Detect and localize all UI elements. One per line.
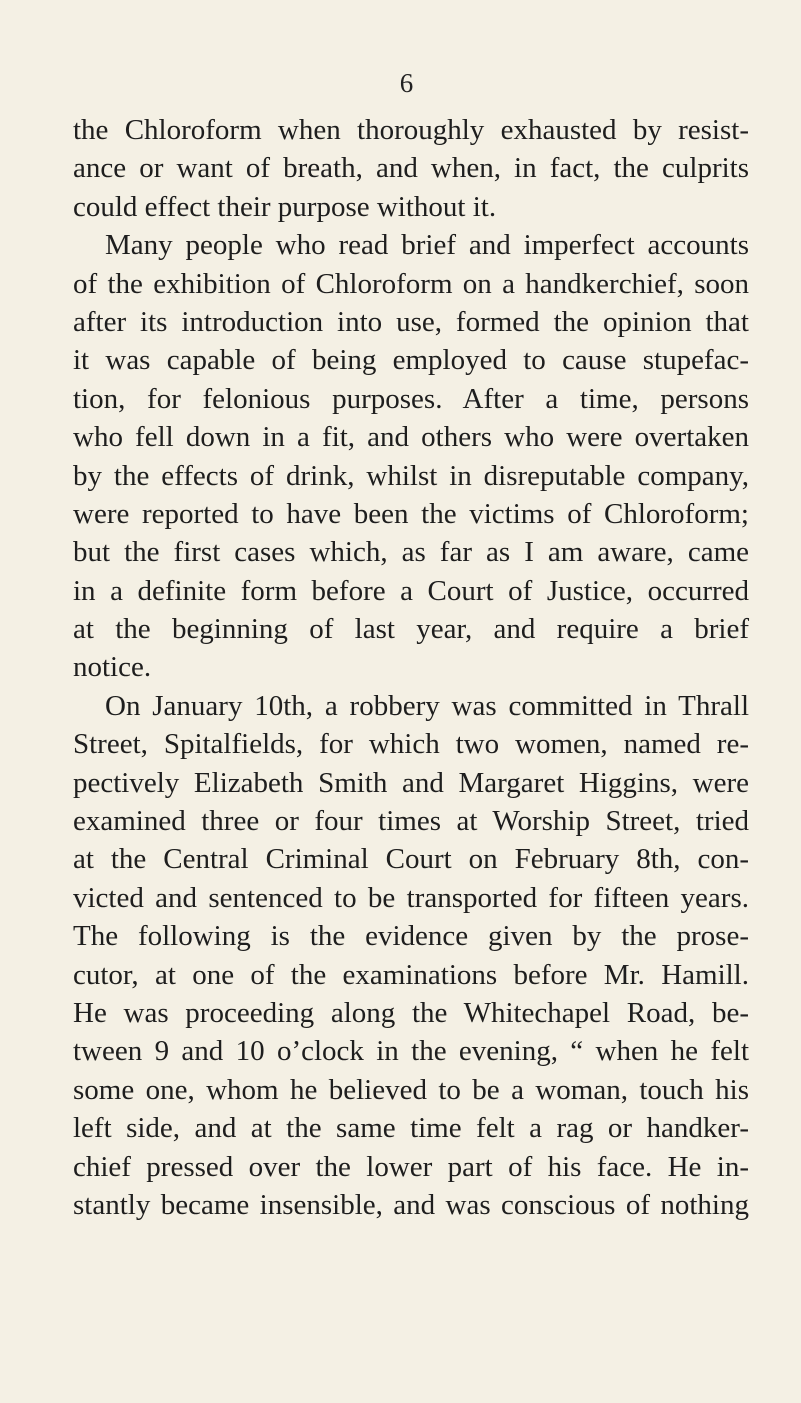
text-line: after its introduction into use, formed the opinion that — [73, 305, 749, 338]
text-line: at the beginning of last year, and require a brief — [73, 613, 749, 646]
text-line: tween 9 and 10 o’clock in the evening, “ when he felt — [73, 1035, 749, 1068]
text-line: cutor, at one of the examinations before Mr. Hamill. — [73, 958, 749, 991]
text-line: He was proceeding along the Whitechapel Road, be- — [73, 996, 749, 1029]
text-line: tion, for felonious purposes. After a time, persons — [73, 382, 749, 415]
text-line: the Chloroform when thoroughly exhausted by resist- — [73, 114, 749, 146]
paragraph-end-line: could effect their purpose without it. — [73, 190, 497, 223]
text-line: at the Central Criminal Court on February 8th, con- — [73, 843, 749, 876]
page-number: 6 — [399, 68, 414, 98]
text-line: but the first cases which, as far as I am aware, came — [73, 536, 749, 569]
text-line: in a definite form before a Court of Justice, occurred — [73, 574, 749, 607]
paragraph-end-line: notice. — [73, 651, 152, 684]
paragraph-start-line: On January 10th, a robbery was committed in Thrall — [105, 689, 749, 722]
text-line: Street, Spitalfields, for which two women, named re- — [73, 728, 749, 761]
text-line: were reported to have been the victims of Chloroform; — [73, 497, 749, 530]
text-line: examined three or four times at Worship Street, tried — [73, 805, 749, 838]
text-line: left side, and at the same time felt a rag or handker- — [73, 1112, 749, 1145]
text-line: of the exhibition of Chloroform on a handkerchief, soon — [73, 267, 749, 300]
paragraph-start-line: Many people who read brief and imperfect accounts — [105, 229, 749, 262]
text-line: who fell down in a fit, and others who were overtaken — [73, 421, 749, 454]
text-line: victed and sentenced to be transported for fifteen years. — [73, 881, 749, 914]
text-line: stantly became insensible, and was conscious of nothing — [73, 1188, 749, 1221]
body-text — [73, 111, 749, 1224]
text-line: some one, whom he believed to be a woman, touch his — [73, 1073, 749, 1106]
text-line: pectively Elizabeth Smith and Margaret Higgins, were — [73, 766, 749, 799]
text-line: ance or want of breath, and when, in fact, the culprits — [73, 152, 749, 185]
text-line: The following is the evidence given by the prose- — [73, 920, 749, 953]
text-line: chief pressed over the lower part of his face. He in- — [73, 1150, 749, 1183]
text-line: by the effects of drink, whilst in disreputable company, — [73, 459, 749, 492]
text-line: it was capable of being employed to cause stupefac- — [73, 344, 749, 377]
